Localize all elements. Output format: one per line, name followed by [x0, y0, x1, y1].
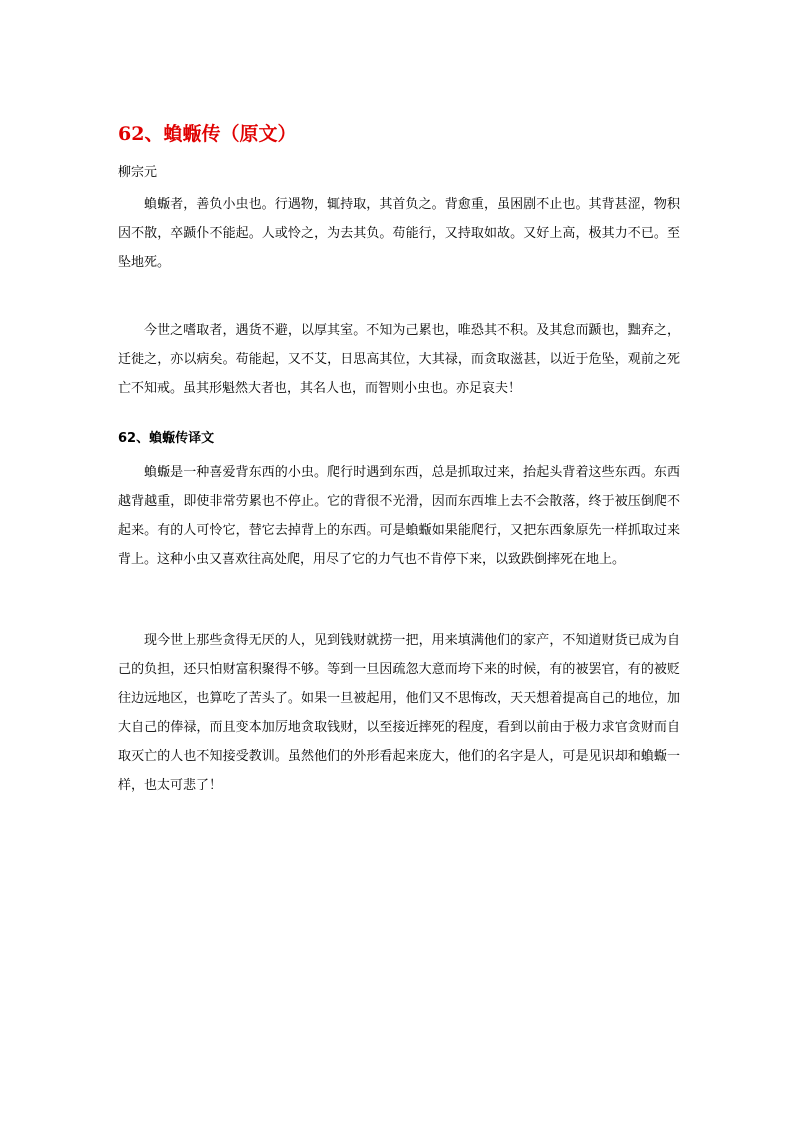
original-paragraph-2: 今世之嗜取者，遇货不避，以厚其室。不知为己累也，唯恐其不积。及其怠而踬也，黜弃之，迁徙之，亦以病矣。苟能起，又不艾，日思高其位，大其禄，而贪取滋甚，以近于危坠，观前之死亡不知戒。虽其形魁然大者也，其名人也，而智则小虫也。亦足哀夫！	[118, 323, 680, 396]
author-name: 柳宗元	[118, 165, 158, 180]
translation-paragraph-1: 蝜蝂是一种喜爱背东西的小虫。爬行时遇到东西，总是抓取过来，抬起头背着这些东西。东西越背越重，即使非常劳累也不停止。它的背很不光滑，因而东西堆上去不会散落，终于被压倒爬不起来。有的人可怜它，替它去掉背上的东西。可是蝜蝂如果能爬行，又把东西象原先一样抓取过来背上。这种小虫又喜欢往高处爬，用尽了它的力气也不肯停下来，以致跌倒摔死在地上。	[118, 465, 680, 567]
original-paragraph-1: 蝜蝂者，善负小虫也。行遇物，辄持取，其首负之。背愈重，虽困剧不止也。其背甚涩，物积因不散，卒踬仆不能起。人或怜之，为去其负。苟能行，又持取如故。又好上高，极其力不已。至坠地死。	[118, 197, 680, 270]
translation-paragraph-2: 现今世上那些贪得无厌的人，见到钱财就捞一把，用来填满他们的家产，不知道财货已成为自己的负担，还只怕财富积聚得不够。等到一旦因疏忽大意而垮下来的时候，有的被罢官，有的被贬往边远地区，也算吃了苦头了。如果一旦被起用，他们又不思悔改，天天想着提高自己的地位，加大自己的俸禄，而且变本加厉地贪取钱财，以至接近摔死的程度，看到以前由于极力求官贪财而自取灭亡的人也不知接受教训。虽然他们的外形看起来庞大，他们的名字是人，可是见识却和蝜蝂一样，也太可悲了！	[118, 633, 680, 793]
document-title: 62、蝜蝂传（原文）	[118, 123, 297, 145]
translation-title: 62、蝜蝂传译文	[118, 431, 215, 446]
